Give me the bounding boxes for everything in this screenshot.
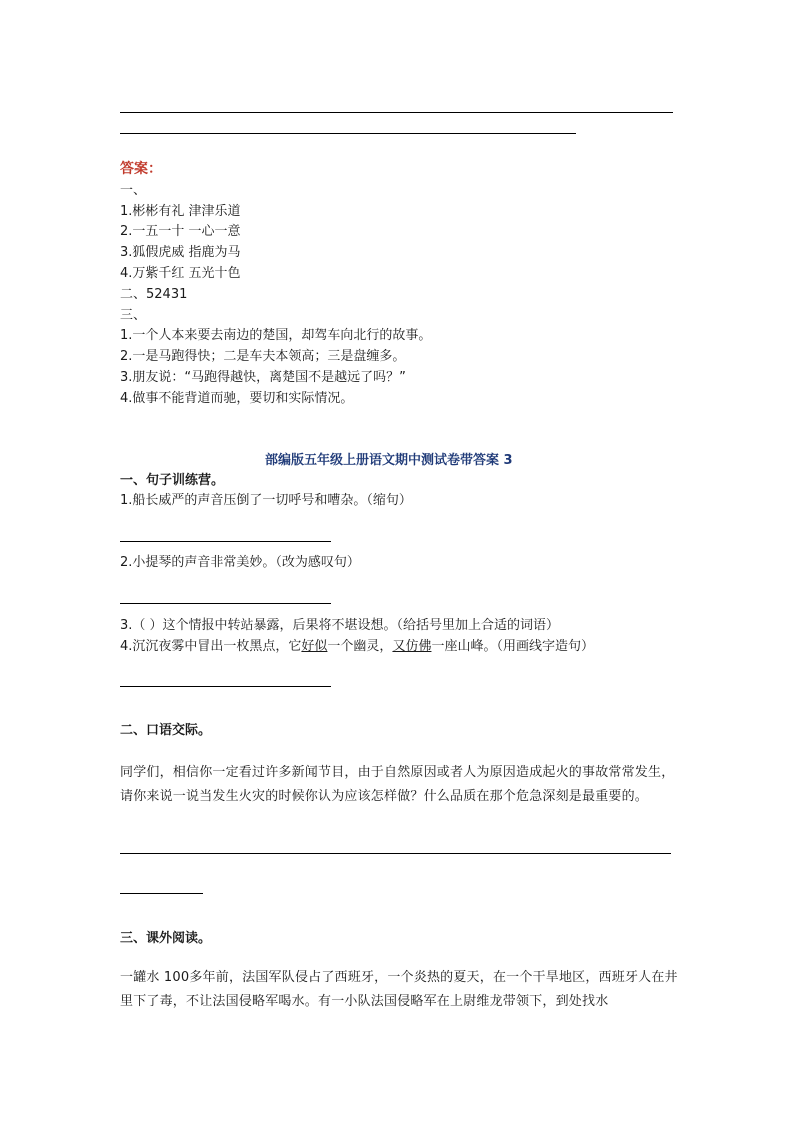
answer-header: 答案： xyxy=(120,161,162,177)
question-4-part: 一个幽灵， xyxy=(327,639,393,654)
underlined-word: 又仿佛 xyxy=(392,639,432,654)
question-4 xyxy=(120,638,594,656)
answer-line xyxy=(120,853,671,854)
answer-line xyxy=(120,541,331,542)
question-1: 1.船长威严的声音压倒了一切呼号和嘈杂。（缩句） xyxy=(120,493,412,508)
section-paragraph: 同学们，相信你一定看过许多新闻节目，由于自然原因或者人为原因造成起火的事故常常发生，请你来说一说当发生火灾的时候你认为应该怎样做？什么品质在那个危急深刻是最重要的。 xyxy=(120,765,675,804)
question-4-part: 4.沉沉夜雾中冒出一枚黑点，它 xyxy=(120,639,302,654)
answer-line xyxy=(120,603,331,604)
section-heading: 一、句子训练营。 xyxy=(120,473,225,488)
answer-line xyxy=(120,133,576,134)
answer-line xyxy=(120,686,331,687)
section-heading: 二、口语交际。 xyxy=(120,723,212,738)
answer-item: 4.万紫千红 五光十色 xyxy=(120,266,241,281)
answer-item: 1.彬彬有礼 津津乐道 xyxy=(120,204,241,219)
document-title: 部编版五年级上册语文期中测试卷带答案 3 xyxy=(265,453,513,468)
section-heading: 三、课外阅读。 xyxy=(120,931,212,946)
answer-line xyxy=(120,112,673,113)
section-paragraph: 一罐水 100多年前，法国军队侵占了西班牙，一个炎热的夏天，在一个干旱地区，西班牙人在井里下了毒，不让法国侵略军喝水。有一小队法国侵略军在上尉维龙带领下，到处找水 xyxy=(120,970,678,1009)
answer-item: 1.一个人本来要去南边的楚国，却驾车向北行的故事。 xyxy=(120,328,432,343)
underlined-word: 好似 xyxy=(301,639,328,654)
question-2: 2.小提琴的声音非常美妙。（改为感叹句） xyxy=(120,555,360,570)
answer-item: 2.一是马跑得快；二是车夫本领高；三是盘缠多。 xyxy=(120,349,406,364)
answer-item: 4.做事不能背道而驰，要切和实际情况。 xyxy=(120,391,354,406)
answer-part2: 二、52431 xyxy=(120,287,188,302)
answer-item: 2.一五一十 一心一意 xyxy=(120,224,241,239)
answer-part3-label: 三、 xyxy=(120,308,147,323)
question-4-part: 一座山峰。（用画线字造句） xyxy=(431,639,594,654)
answer-item: 3.狐假虎威 指鹿为马 xyxy=(120,245,241,260)
question-3: 3.（ ）这个情报中转站暴露，后果将不堪设想。（给括号里加上合适的词语） xyxy=(120,618,560,633)
answer-line xyxy=(120,893,203,894)
answer-part1-label: 一、 xyxy=(120,183,147,198)
answer-item: 3.朋友说：“马跑得越快，离楚国不是越远了吗？” xyxy=(120,370,406,385)
